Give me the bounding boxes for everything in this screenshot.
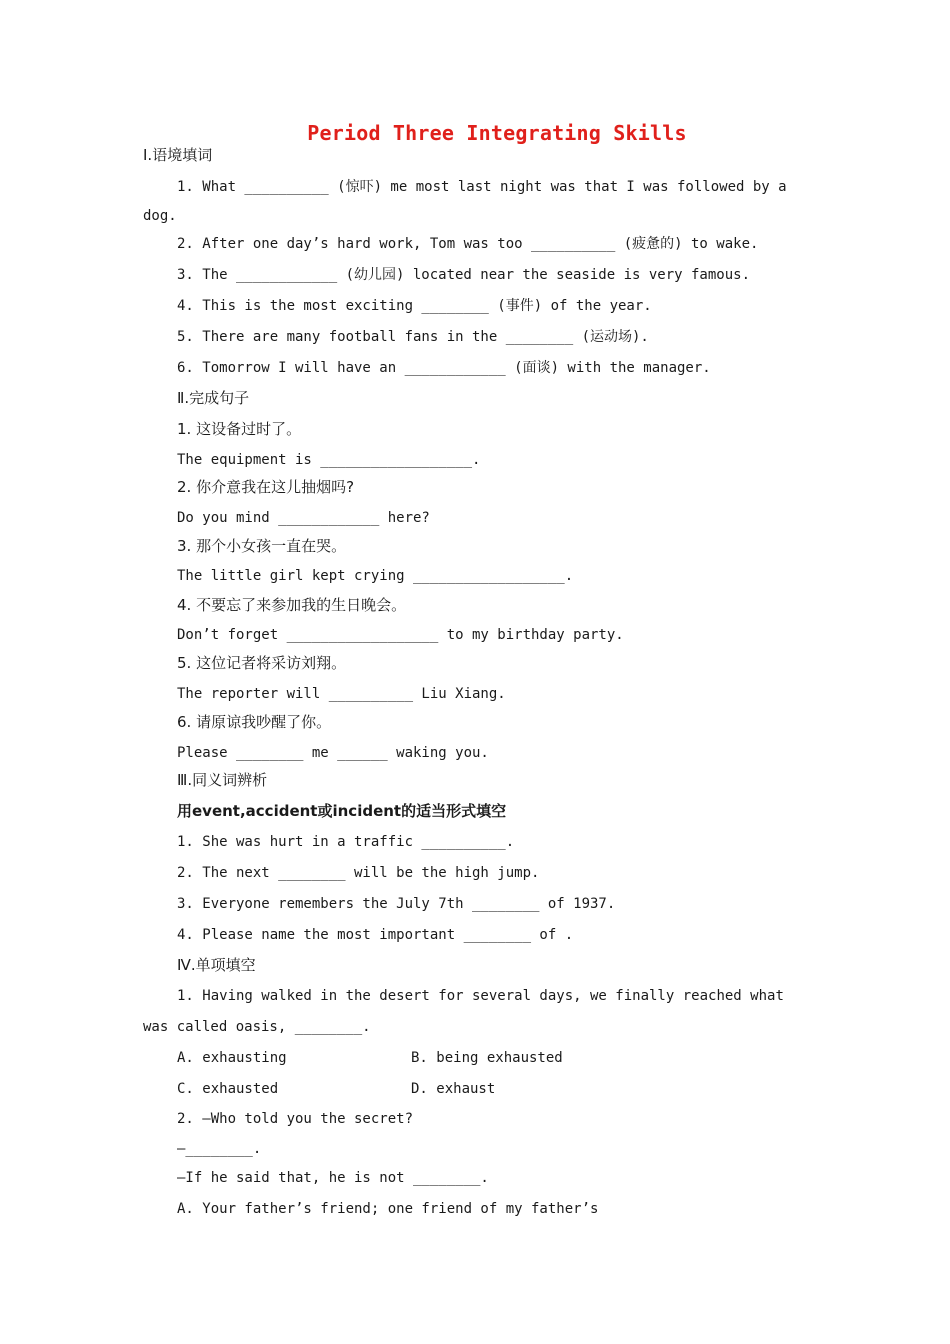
instruction-line: 用event,accident或incident的适当形式填空 — [177, 802, 507, 820]
question-line: 5. 这位记者将采访刘翔。 — [177, 654, 347, 672]
question-line: 5. There are many football fans in the ________ (运动场). — [177, 329, 649, 345]
question-line: 2. After one day’s hard work, Tom was too __________ (疲惫的) to wake. — [177, 236, 759, 252]
dialogue-line: —If he said that, he is not ________. — [177, 1170, 489, 1186]
section-heading-multiple-choice: Ⅳ.单项填空 — [177, 956, 256, 974]
question-line: 1. What __________ (惊吓) me most last night was that I was followed by a — [177, 179, 787, 195]
option-d: D. exhaust — [411, 1081, 496, 1097]
question-line: 3. The ____________ (幼儿园) located near the seaside is very famous. — [177, 267, 751, 283]
question-line: 1. 这设备过时了。 — [177, 420, 302, 438]
dialogue-line: —________. — [177, 1141, 262, 1157]
question-line: 3. Everyone remembers the July 7th ________ of 1937. — [177, 896, 616, 912]
option-a: A. exhausting — [177, 1050, 287, 1066]
answer-line: Please ________ me ______ waking you. — [177, 745, 489, 761]
question-line: 2. 你介意我在这儿抽烟吗? — [177, 478, 355, 496]
page-title: Period Three Integrating Skills — [307, 121, 687, 145]
question-line: 2. The next ________ will be the high jump. — [177, 865, 540, 881]
answer-line: The equipment is __________________. — [177, 452, 481, 468]
question-line: 4. Please name the most important ________ of . — [177, 927, 574, 943]
question-line: 4. 不要忘了来参加我的生日晚会。 — [177, 596, 407, 614]
option-b: B. being exhausted — [411, 1050, 563, 1066]
question-line: 4. This is the most exciting ________ (事件) of the year. — [177, 298, 652, 314]
section-heading-synonyms: Ⅲ.同义词辨析 — [177, 771, 268, 789]
question-line: 6. 请原谅我吵醒了你。 — [177, 713, 332, 731]
question-line: 1. She was hurt in a traffic __________. — [177, 834, 515, 850]
question-line: was called oasis, ________. — [143, 1019, 371, 1035]
answer-line: The reporter will __________ Liu Xiang. — [177, 686, 506, 702]
answer-line: Don’t forget __________________ to my birthday party. — [177, 627, 624, 643]
question-line: dog. — [143, 208, 177, 224]
answer-line: The little girl kept crying __________________. — [177, 568, 574, 584]
option-a: A. Your father’s friend; one friend of my father’s — [177, 1201, 599, 1217]
option-c: C. exhausted — [177, 1081, 279, 1097]
section-heading-vocabulary: Ⅰ.语境填词 — [143, 146, 213, 164]
question-line: 2. —Who told you the secret? — [177, 1111, 414, 1127]
question-line: 6. Tomorrow I will have an ____________ (面谈) with the manager. — [177, 360, 711, 376]
section-heading-sentences: Ⅱ.完成句子 — [177, 389, 250, 407]
question-line: 1. Having walked in the desert for several days, we finally reached what — [177, 988, 784, 1004]
answer-line: Do you mind ____________ here? — [177, 510, 430, 526]
question-line: 3. 那个小女孩一直在哭。 — [177, 537, 347, 555]
